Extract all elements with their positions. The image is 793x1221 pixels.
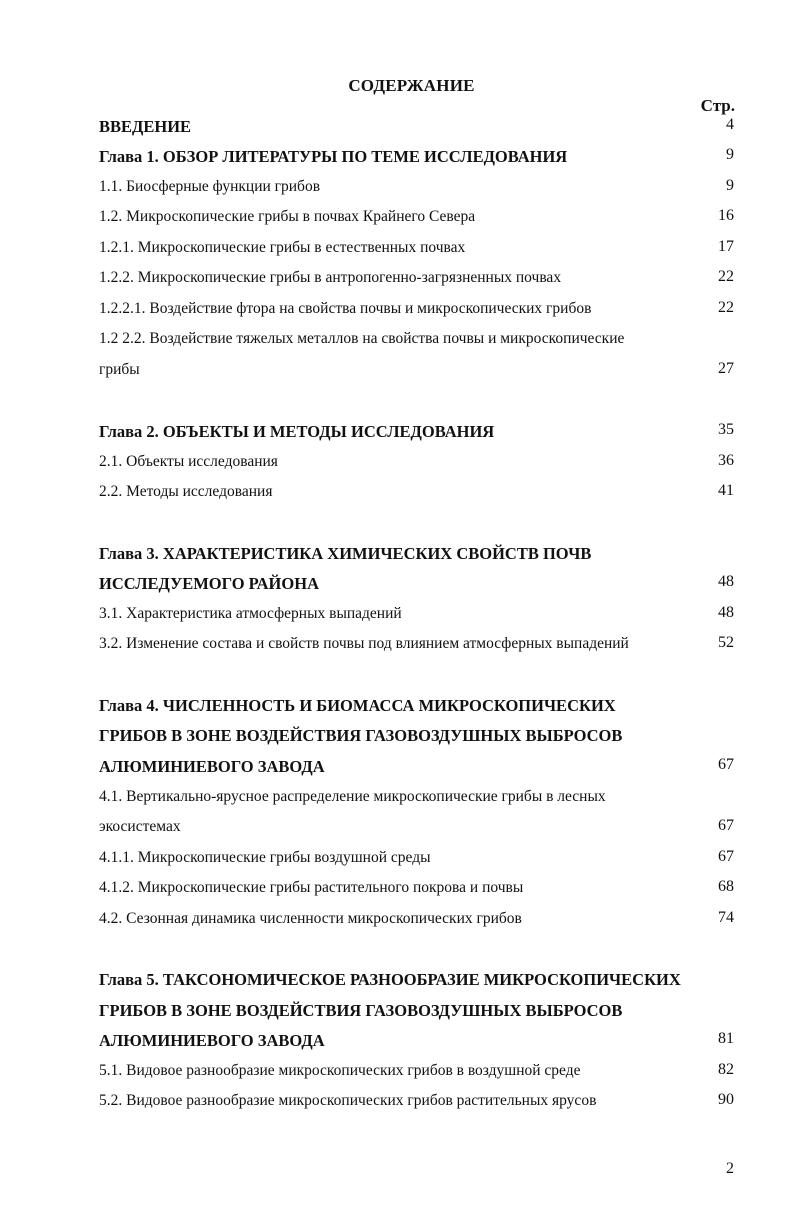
toc-entry-page: 36 bbox=[718, 452, 734, 469]
toc-entry-page: 4 bbox=[726, 116, 734, 133]
toc-entry-page: 90 bbox=[718, 1091, 734, 1108]
toc-entry-text: 1.2.1. Микроскопические грибы в естественных почвах bbox=[99, 239, 466, 256]
toc-entry-text: ИССЛЕДУЕМОГО РАЙОНА bbox=[99, 574, 319, 593]
toc-entry-page: 67 bbox=[718, 756, 734, 773]
toc-entry-page: 48 bbox=[718, 573, 734, 590]
toc-entry-text: АЛЮМИНИЕВОГО ЗАВОДА bbox=[99, 757, 325, 776]
toc-entry-text: 1.1. Биосферные функции грибов bbox=[99, 178, 321, 195]
toc-entry-text: Глава 3. ХАРАКТЕРИСТИКА ХИМИЧЕСКИХ СВОЙСТВ ПОЧВ bbox=[99, 544, 592, 563]
toc-entry-page: 74 bbox=[718, 909, 734, 926]
toc-entry-text: 3.2. Изменение состава и свойств почвы под влиянием атмосферных выпадений bbox=[99, 635, 629, 652]
toc-entry-page: 48 bbox=[718, 604, 734, 621]
toc-entry-text: экосистемах bbox=[99, 818, 181, 835]
toc-entry-page: 35 bbox=[718, 421, 734, 438]
toc-entry-text: Глава 2. ОБЪЕКТЫ И МЕТОДЫ ИССЛЕДОВАНИЯ bbox=[99, 422, 495, 441]
toc-entry-text: 4.1.2. Микроскопические грибы растительного покрова и почвы bbox=[99, 879, 524, 896]
toc-entry-page: 82 bbox=[718, 1061, 734, 1078]
toc-entry-text: 4.1.1. Микроскопические грибы воздушной среды bbox=[99, 849, 431, 866]
toc-entry-text: 3.1. Характеристика атмосферных выпадений bbox=[99, 605, 402, 622]
toc-entry-page: 16 bbox=[718, 207, 734, 224]
toc-entry-page: 27 bbox=[718, 360, 734, 377]
toc-entry-text: 4.1. Вертикально-ярусное распределение микроскопические грибы в лесных bbox=[99, 788, 606, 805]
toc-entry-page: 41 bbox=[718, 482, 734, 499]
toc-entry-page: 67 bbox=[718, 817, 734, 834]
page-number: 2 bbox=[726, 1160, 734, 1177]
toc-entry-text: грибы bbox=[99, 361, 140, 378]
toc-entry-text: 5.2. Видовое разнообразие микроскопических грибов растительных ярусов bbox=[99, 1092, 597, 1109]
toc-entry-page: 22 bbox=[718, 268, 734, 285]
toc-entry-text: 1.2. Микроскопические грибы в почвах Крайнего Севера bbox=[99, 208, 476, 225]
toc-entry-text: ГРИБОВ В ЗОНЕ ВОЗДЕЙСТВИЯ ГАЗОВОЗДУШНЫХ ВЫБРОСОВ bbox=[99, 726, 623, 745]
toc-entry-text: 1.2.2. Микроскопические грибы в антропогенно-загрязненных почвах bbox=[99, 269, 562, 286]
toc-entry-text: 5.1. Видовое разнообразие микроскопических грибов в воздушной среде bbox=[99, 1062, 581, 1079]
toc-entry-page: 9 bbox=[726, 177, 734, 194]
toc-entry-text: 4.2. Сезонная динамика численности микроскопических грибов bbox=[99, 910, 522, 927]
toc-entry-text: ВВЕДЕНИЕ bbox=[99, 117, 192, 136]
toc-entry-text: 1.2.2.1. Воздействие фтора на свойства почвы и микроскопических грибов bbox=[99, 300, 592, 317]
toc-entry-text: АЛЮМИНИЕВОГО ЗАВОДА bbox=[99, 1031, 325, 1050]
toc-entry-page: 17 bbox=[718, 238, 734, 255]
toc-entry-text: 2.2. Методы исследования bbox=[99, 483, 273, 500]
toc-entry-text: Глава 5. ТАКСОНОМИЧЕСКОЕ РАЗНООБРАЗИЕ МИКРОСКОПИЧЕСКИХ bbox=[99, 970, 681, 989]
toc-entry-text: 2.1. Объекты исследования bbox=[99, 453, 278, 470]
toc-entry-text: 1.2 2.2. Воздействие тяжелых металлов на свойства почвы и микроскопические bbox=[99, 330, 625, 347]
toc-entry-text: ГРИБОВ В ЗОНЕ ВОЗДЕЙСТВИЯ ГАЗОВОЗДУШНЫХ ВЫБРОСОВ bbox=[99, 1001, 623, 1020]
toc-entry-page: 22 bbox=[718, 299, 734, 316]
toc-entry-page: 81 bbox=[718, 1030, 734, 1047]
toc-entry-page: 68 bbox=[718, 878, 734, 895]
toc-entry-page: 52 bbox=[718, 634, 734, 651]
toc-entry-page: 67 bbox=[718, 848, 734, 865]
toc-entry-text: Глава 1. ОБЗОР ЛИТЕРАТУРЫ ПО ТЕМЕ ИССЛЕДОВАНИЯ bbox=[99, 147, 568, 166]
toc-entry-text: Глава 4. ЧИСЛЕННОСТЬ И БИОМАССА МИКРОСКОПИЧЕСКИХ bbox=[99, 696, 616, 715]
page-column-label: Стр. bbox=[700, 96, 735, 115]
toc-entry-page: 9 bbox=[726, 146, 734, 163]
document-title: СОДЕРЖАНИЕ bbox=[348, 76, 475, 95]
